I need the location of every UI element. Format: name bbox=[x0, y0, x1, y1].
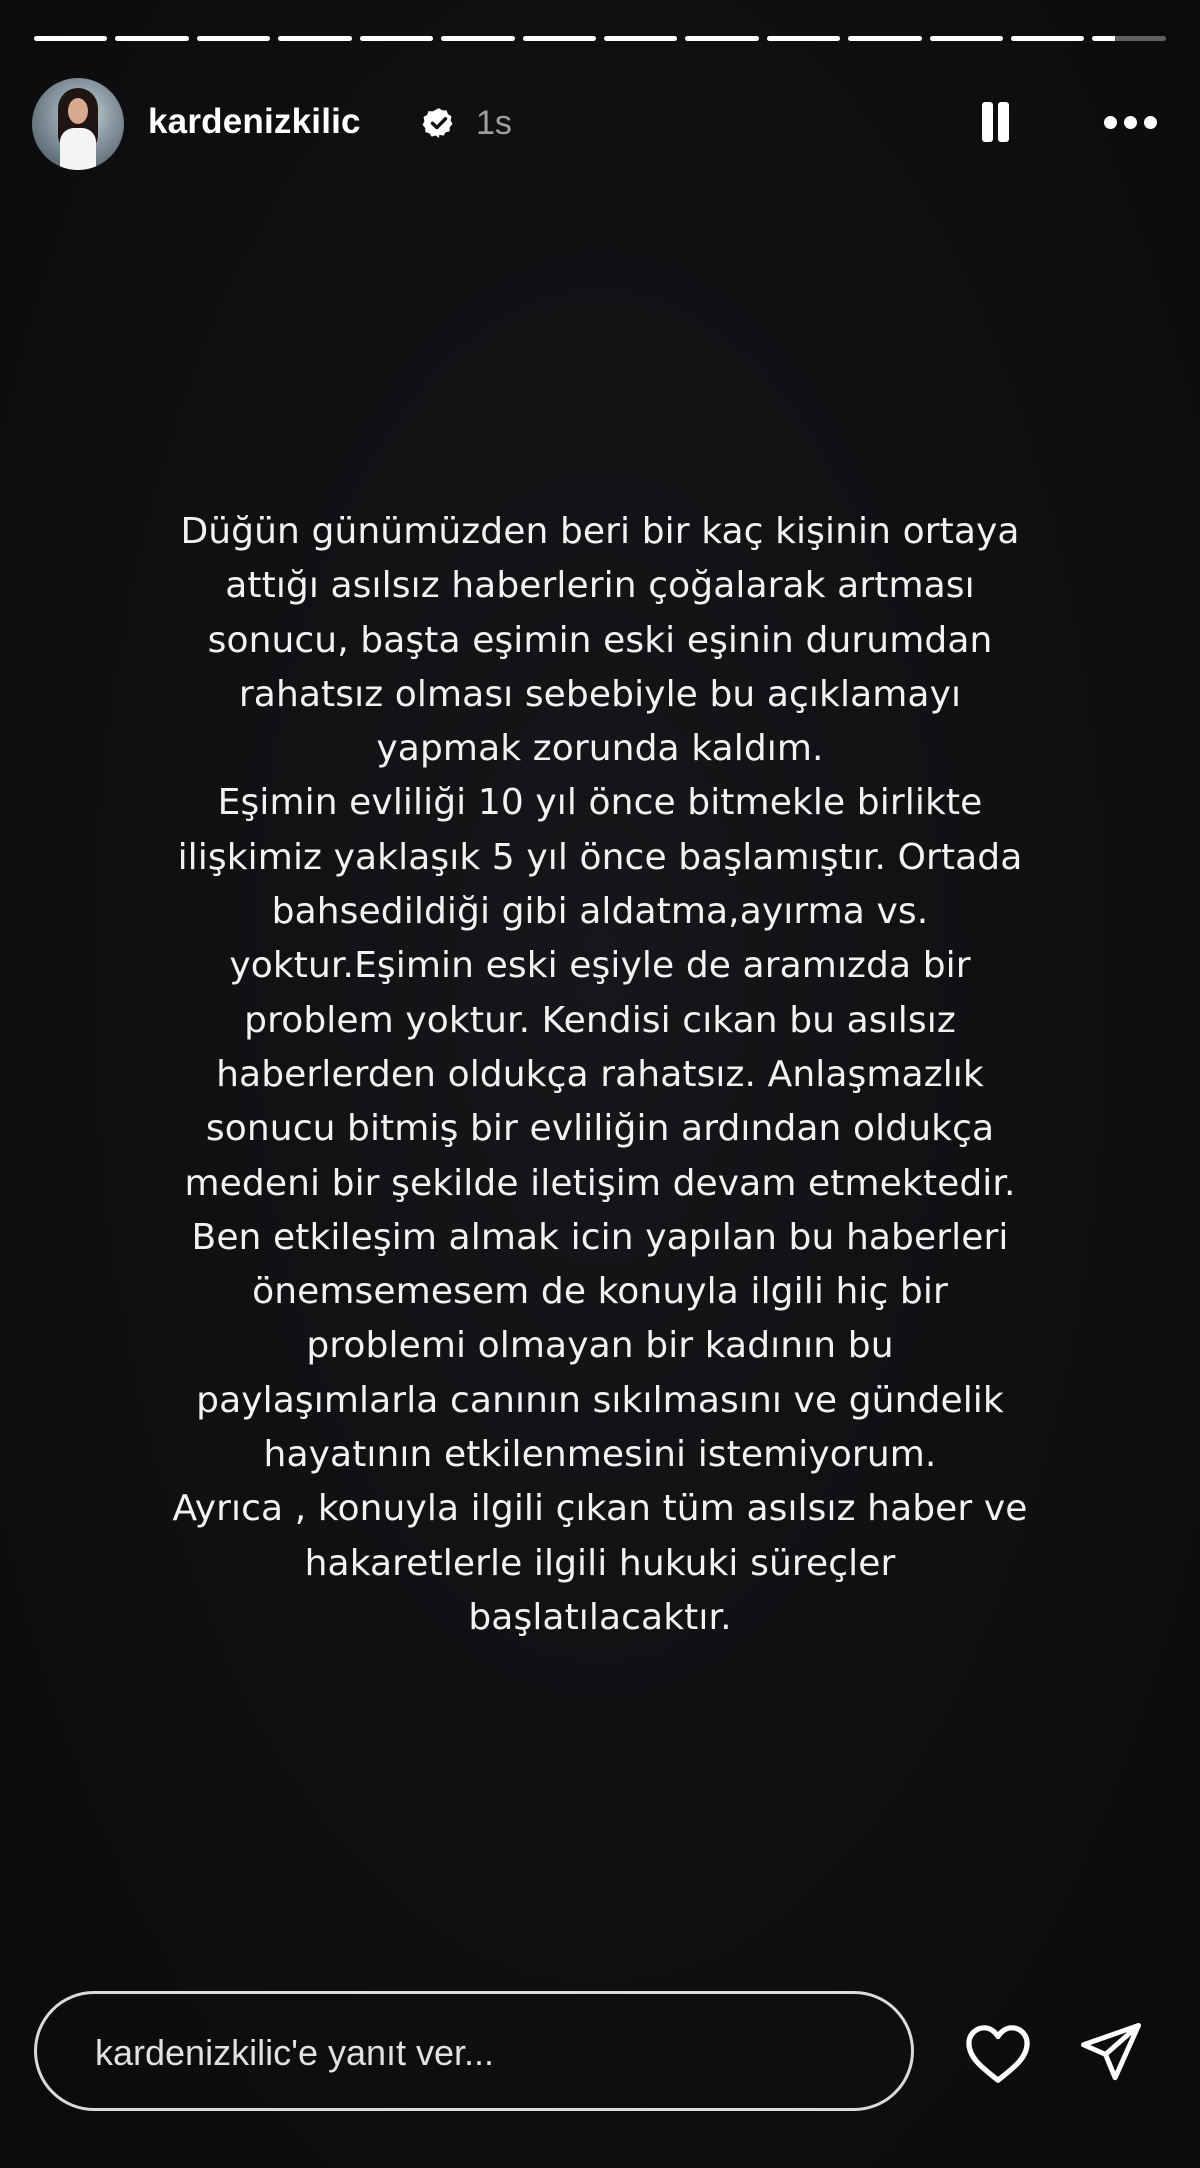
progress-segment-fill bbox=[1011, 36, 1084, 41]
statement-line: bahsedildiği gibi aldatma,ayırma vs. bbox=[271, 891, 929, 933]
progress-segment-fill bbox=[278, 36, 351, 41]
progress-segment-fill bbox=[604, 36, 677, 41]
story-timestamp: 1s bbox=[476, 104, 512, 142]
reply-input[interactable] bbox=[34, 1991, 914, 2111]
statement-line: ilişkimiz yaklaşık 5 yıl önce başlamıştır. Ortada bbox=[177, 836, 1023, 878]
more-dot bbox=[1144, 116, 1157, 129]
story-progress-bar bbox=[34, 36, 1166, 42]
more-options-button[interactable] bbox=[1094, 102, 1168, 142]
progress-segment-fill bbox=[441, 36, 514, 41]
more-dots-icon bbox=[1104, 116, 1117, 129]
statement-line: Ayrıca , konuyla ilgili çıkan tüm asılsız haber ve bbox=[172, 1488, 1028, 1530]
avatar-body bbox=[60, 128, 96, 170]
progress-segment bbox=[523, 36, 596, 41]
progress-segment bbox=[360, 36, 433, 41]
progress-segment-fill bbox=[34, 36, 107, 41]
progress-segment-fill bbox=[767, 36, 840, 41]
progress-segment bbox=[278, 36, 351, 41]
progress-segment-fill bbox=[360, 36, 433, 41]
reply-placeholder: kardenizkilic'e yanıt ver... bbox=[95, 2032, 495, 2073]
statement-line: Eşimin evliliği 10 yıl önce bitmekle birlikte bbox=[217, 782, 983, 824]
statement-line: medeni bir şekilde iletişim devam etmektedir. bbox=[184, 1162, 1016, 1204]
progress-segment-fill bbox=[685, 36, 758, 41]
story-header bbox=[32, 76, 1168, 172]
more-dot bbox=[1124, 116, 1137, 129]
statement-line: Ben etkileşim almak icin yapılan bu haberleri bbox=[191, 1216, 1009, 1258]
avatar[interactable] bbox=[32, 78, 124, 170]
heart-icon[interactable] bbox=[962, 2022, 1034, 2086]
statement-line: rahatsız olması sebebiyle bu açıklamayı bbox=[238, 673, 962, 715]
statement-line: hayatının etkilenmesini istemiyorum. bbox=[263, 1434, 937, 1476]
pause-button[interactable] bbox=[974, 98, 1016, 148]
progress-segment bbox=[604, 36, 677, 41]
progress-segment-fill bbox=[523, 36, 596, 41]
statement-line: sonucu, başta eşimin eski eşinin durumdan bbox=[207, 619, 993, 661]
progress-segment bbox=[34, 36, 107, 41]
progress-segment-fill bbox=[197, 36, 270, 41]
progress-segment bbox=[441, 36, 514, 41]
statement-line: problemi olmayan bir kadının bu bbox=[306, 1325, 894, 1367]
progress-segment bbox=[930, 36, 1003, 41]
statement-line: sonucu bitmiş bir evliliğin ardından oldukça bbox=[205, 1108, 995, 1150]
statement-line: yapmak zorunda kaldım. bbox=[376, 728, 824, 770]
verified-badge-icon bbox=[422, 106, 456, 140]
progress-segment bbox=[1011, 36, 1084, 41]
statement-line: başlatılacaktır. bbox=[468, 1596, 732, 1638]
progress-segment bbox=[197, 36, 270, 41]
progress-segment bbox=[848, 36, 921, 41]
statement-line: problem yoktur. Kendisi cıkan bu asılsız bbox=[244, 999, 956, 1041]
progress-segment-fill bbox=[115, 36, 188, 41]
username[interactable]: kardenizkilic bbox=[148, 102, 361, 141]
progress-segment bbox=[685, 36, 758, 41]
progress-segment bbox=[767, 36, 840, 41]
progress-segment-fill bbox=[1092, 36, 1114, 41]
story-statement-text bbox=[100, 505, 1100, 1645]
avatar-face bbox=[68, 98, 88, 124]
statement-line: yoktur.Eşimin eski eşiyle de aramızda bir bbox=[229, 945, 971, 987]
send-icon[interactable] bbox=[1078, 2020, 1144, 2086]
pause-icon bbox=[982, 102, 993, 142]
statement-line: haberlerden oldukça rahatsız. Anlaşmazlık bbox=[216, 1053, 984, 1095]
statement-line: hakaretlerle ilgili hukuki süreçler bbox=[304, 1542, 896, 1584]
statement-line: attığı asılsız haberlerin çoğalarak artması bbox=[225, 565, 975, 607]
statement-line: önemsemesem de konuyla ilgili hiç bir bbox=[252, 1271, 948, 1313]
progress-segment-fill bbox=[848, 36, 921, 41]
progress-segment bbox=[115, 36, 188, 41]
statement-line: paylaşımlarla canının sıkılmasını ve gündelik bbox=[196, 1379, 1004, 1421]
pause-icon-bar bbox=[998, 102, 1009, 142]
statement-line: Düğün günümüzden beri bir kaç kişinin ortaya bbox=[180, 511, 1020, 552]
progress-segment bbox=[1092, 36, 1165, 41]
progress-segment-fill bbox=[930, 36, 1003, 41]
